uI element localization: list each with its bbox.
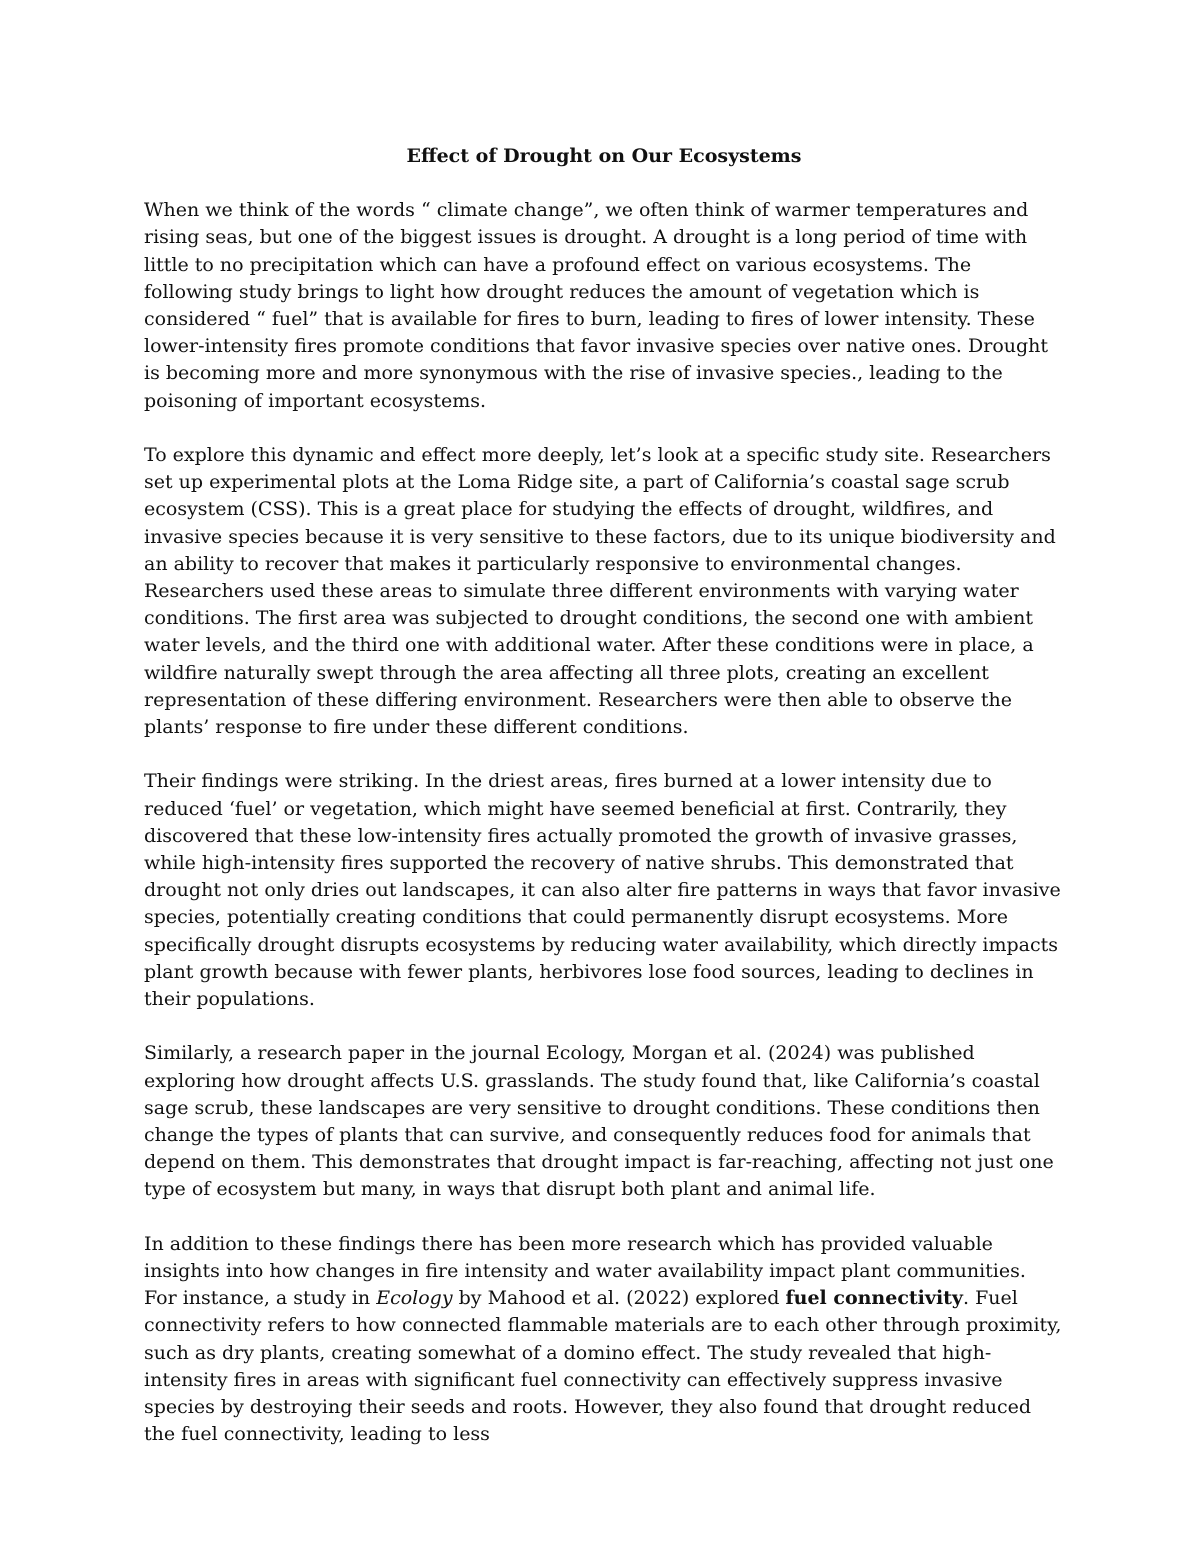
paragraph-intro: When we think of the words “ climate change”, we often think of warmer temperatures and rising seas, but one of the biggest issues is drought. A drought is a long period of time with little to no precipitation which can have a profound effect on various ecosystems. The following study brings to light how drought reduces the amount of vegetation which is considered “ fuel” that is available for fires to burn, leading to fires of lower intensity. These lower-intensity fires promote conditions that favor invasive species over native ones. Drought is becoming more and more synonymous with the rise of invasive species., leading to the poisoning of important ecosystems.	[144, 199, 1049, 412]
paragraph-text: In addition to these findings there has been more research which has provided valuable insights into how changes in fire intensity and water availability impact plant communities. For instance, a study in	[144, 1232, 1026, 1310]
paragraph-study-site: To explore this dynamic and effect more deeply, let’s look at a specific study site. Researchers set up experimental plots at the Loma Ridge site, a part of California’s coastal sage scrub ecosystem (CSS). This is a great place for studying the effects of drought, wildfires, and invasive species because it is very sensitive to these factors, due to its unique biodiversity and an ability to recover that makes it particularly responsive to environmental changes. Researchers used these areas to simulate three different environments with varying water conditions. The first area was subjected to drought conditions, the second one with ambient water levels, and the third one with additional water. After these conditions were in place, a wildfire naturally swept through the area affecting all three plots, creating an excellent representation of these differing environment. Researchers were then able to observe the plants’ response to fire under these different conditions.	[144, 444, 1056, 739]
paragraph-grasslands: Similarly, a research paper in the journal Ecology, Morgan et al. (2024) was published exploring how drought affects U.S. grasslands. The study found that, like California’s coastal sage scrub, these landscapes are very sensitive to drought conditions. These conditions then change the types of plants that can survive, and consequently reduces food for animals that depend on them. This demonstrates that drought impact is far-reaching, affecting not just one type of ecosystem but many, in ways that disrupt both plant and animal life.	[144, 1042, 1054, 1201]
paragraph-fuel-connectivity	[144, 1231, 1064, 1449]
key-term: fuel connectivity	[785, 1287, 963, 1310]
paragraph-text: . Fuel connectivity refers to how connected flammable materials are to each other through proximity, such as dry plants, creating somewhat of a domino effect. The study revealed that high-intensity fires in areas with significant fuel connectivity can effectively suppress invasive species by destroying their seeds and roots. However, they also found that drought reduced the fuel connectivity, leading to less	[144, 1287, 1062, 1446]
document-title: Effect of Drought on Our Ecosystems	[406, 145, 802, 167]
paragraph-findings: Their findings were striking. In the driest areas, fires burned at a lower intensity due to reduced ‘fuel’ or vegetation, which might have seemed beneficial at first. Contrarily, they discovered that these low-intensity fires actually promoted the growth of invasive grasses, while high-intensity fires supported the recovery of native shrubs. This demonstrated that drought not only dries out landscapes, it can also alter fire patterns in ways that favor invasive species, potentially creating conditions that could permanently disrupt ecosystems. More specifically drought disrupts ecosystems by reducing water availability, which directly impacts plant growth because with fewer plants, herbivores lose food sources, leading to declines in their populations.	[144, 770, 1061, 1011]
paragraph-text: by Mahood et al. (2022) explored	[452, 1287, 786, 1310]
document-body	[144, 143, 1064, 1476]
journal-name: Ecology	[376, 1287, 453, 1310]
